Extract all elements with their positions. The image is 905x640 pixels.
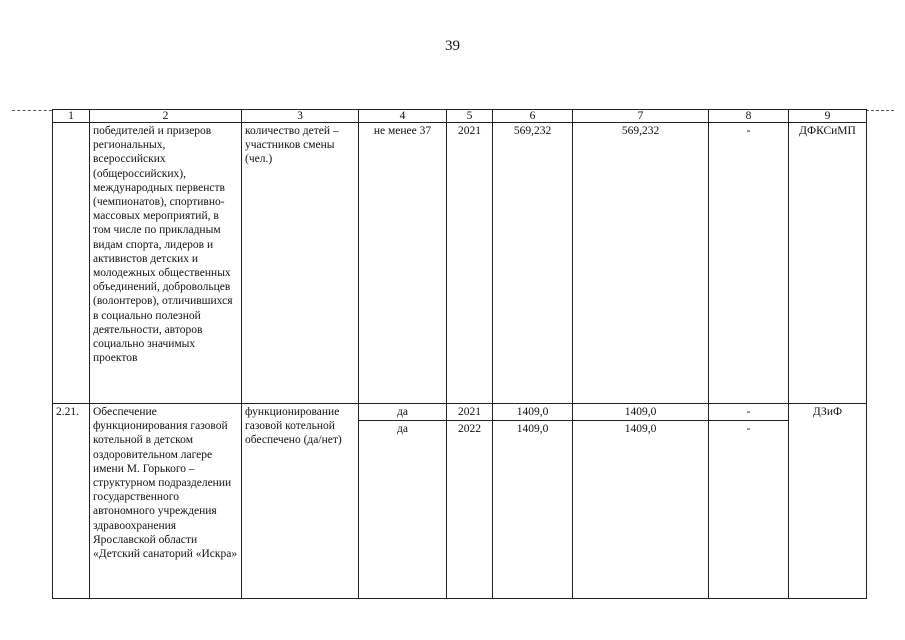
extra-cell: - — [709, 123, 789, 404]
executor-cell: ДФКСиМП — [789, 123, 867, 404]
amount-cell: 569,232 — [493, 123, 573, 404]
column-header: 9 — [789, 110, 867, 123]
extra-cell: - — [709, 404, 789, 421]
amount-cell: 1409,0 — [493, 421, 573, 599]
year-cell: 2021 — [447, 404, 493, 421]
extra-cell: - — [709, 421, 789, 599]
column-header: 1 — [53, 110, 90, 123]
page-number: 39 — [445, 38, 460, 54]
year-cell: 2022 — [447, 421, 493, 599]
table-row — [53, 123, 867, 404]
column-header: 2 — [90, 110, 242, 123]
left-separator-line — [12, 110, 52, 111]
column-header: 5 — [447, 110, 493, 123]
data-table — [52, 109, 867, 599]
activity-cell: Обеспечение функционирования газовой котельной в детском оздоровительном лагере имени М. Горького – структурном подразделении государственного автономного учреждения здравоохранения Ярославской области «Детский санаторий «Искра» — [90, 404, 242, 599]
indicator-cell: функционирование газовой котельной обеспечено (да/нет) — [242, 404, 359, 599]
executor-cell: ДЗиФ — [789, 404, 867, 599]
value-cell: да — [359, 404, 447, 421]
value-cell: да — [359, 421, 447, 599]
value-cell: не менее 37 — [359, 123, 447, 404]
amount2-cell: 1409,0 — [573, 404, 709, 421]
amount2-cell: 569,232 — [573, 123, 709, 404]
year-cell: 2021 — [447, 123, 493, 404]
amount2-cell: 1409,0 — [573, 421, 709, 599]
row-number: 2.21. — [53, 404, 90, 599]
activity-cell: победителей и призеров региональных, всероссийских (общероссийских), международных первенств (чемпионатов), спортивно-массовых мероприятий, в том числе по прикладным видам спорта, лидеров и активистов детских и молодежных общественных объединений, добровольцев (волонтеров), отличившихся в социально полезной деятельности, авторов социально значимых проектов — [90, 123, 242, 404]
table-row — [53, 404, 867, 421]
column-header: 4 — [359, 110, 447, 123]
column-header: 6 — [493, 110, 573, 123]
column-header: 3 — [242, 110, 359, 123]
column-header: 8 — [709, 110, 789, 123]
column-header: 7 — [573, 110, 709, 123]
amount-cell: 1409,0 — [493, 404, 573, 421]
column-number-row — [53, 110, 867, 123]
indicator-cell: количество детей – участников смены (чел.) — [242, 123, 359, 404]
right-separator-line — [866, 110, 894, 111]
row-number — [53, 123, 90, 404]
